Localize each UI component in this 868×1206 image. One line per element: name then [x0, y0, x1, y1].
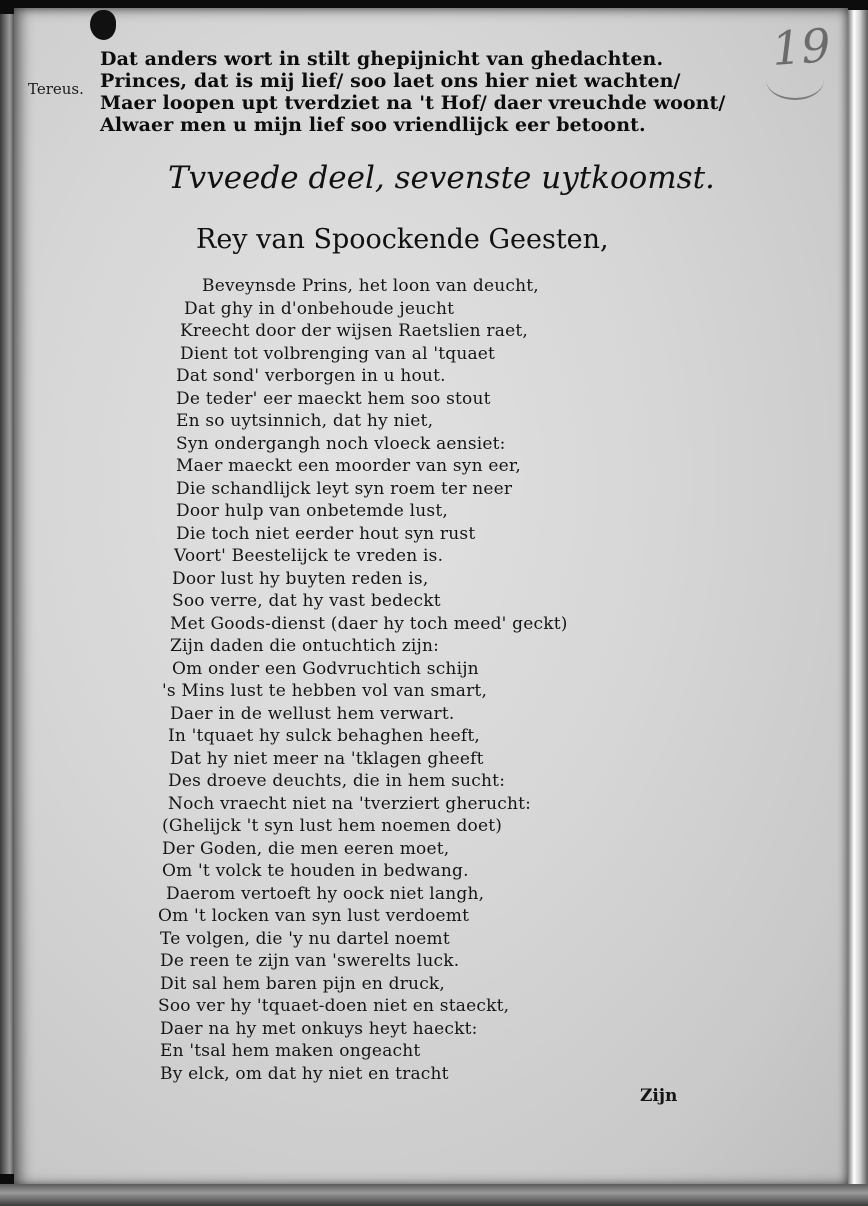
verse-line: By elck, om dat hy niet en tracht	[160, 1063, 449, 1084]
verse-line: Des droeve deuchts, die in hem sucht:	[168, 771, 506, 791]
verse-line: Met Goods-dienst (daer hy toch meed' geckt)	[170, 613, 568, 634]
verse-line: Om onder een Godvruchtich schijn	[172, 658, 479, 679]
verse-line: Zijn daden die ontuchtich zijn:	[170, 636, 440, 656]
verse-line: Dient tot volbrenging van al 'tquaet	[180, 343, 496, 364]
verse-line: Te volgen, die 'y nu dartel noemt	[160, 928, 450, 949]
speaker-name: Tereus.	[28, 80, 84, 98]
verse-line: Door lust hy buyten reden is,	[172, 568, 429, 589]
verse-line: Soo verre, dat hy vast bedeckt	[172, 591, 441, 611]
verse-line: De teder' eer maeckt hem soo stout	[176, 388, 491, 409]
verse-line: Daer in de wellust hem verwart.	[170, 703, 455, 724]
verse-line: Der Goden, die men eeren moet,	[162, 838, 450, 859]
verse-line: (Ghelijck 't syn lust hem noemen doet)	[162, 816, 503, 836]
verse-line: Die toch niet eerder hout syn rust	[176, 523, 476, 544]
verse-line: Dat ghy in d'onbehoude jeucht	[184, 298, 455, 319]
folio-underline	[766, 60, 824, 100]
verse-line: De reen te zijn van 'swerelts luck.	[160, 951, 460, 971]
verse-line: En so uytsinnich, dat hy niet,	[176, 411, 434, 431]
verse-line: Beveynsde Prins, het loon van deucht,	[202, 276, 539, 296]
blackletter-passage	[100, 48, 726, 136]
verse-line: Maer maeckt een moorder van syn eer,	[176, 456, 521, 476]
chorus-title: Rey van Spoockende Geesten,	[196, 224, 609, 255]
blackletter-line: Dat anders wort in stilt ghepijnicht van ghedachten.	[100, 48, 664, 70]
folio-number: 19	[770, 18, 833, 76]
section-title: Tvveede deel, sevenste uytkoomst.	[168, 160, 715, 196]
facing-page-edge	[0, 14, 14, 1174]
verse-line: Daer na hy met onkuys heyt haeckt:	[160, 1018, 478, 1039]
verse-line: En 'tsal hem maken ongeacht	[160, 1041, 421, 1061]
page-fore-edge	[848, 10, 868, 1190]
blackletter-line: Princes, dat is mij lief/ soo laet ons hier niet wachten/	[100, 70, 681, 92]
blackletter-line: Maer loopen upt tverdziet na 't Hof/ daer vreuchde woont/	[100, 92, 726, 114]
verse-line: Dit sal hem baren pijn en druck,	[160, 973, 446, 994]
ink-blot	[90, 10, 116, 40]
page-bottom-edge	[0, 1184, 868, 1206]
verse-line: Dat hy niet meer na 'tklagen gheeft	[170, 748, 484, 769]
catchword: Zijn	[640, 1086, 678, 1106]
verse-line: Kreecht door der wijsen Raetslien raet,	[180, 321, 528, 341]
verse-line: In 'tquaet hy sulck behaghen heeft,	[168, 726, 480, 746]
verse-line: Noch vraecht niet na 'tverziert gherucht:	[168, 793, 532, 814]
verse-line: Die schandlijck leyt syn roem ter neer	[176, 478, 513, 499]
verse-line: Dat sond' verborgen in u hout.	[176, 366, 446, 386]
verse-line: Daerom vertoeft hy oock niet langh,	[166, 883, 485, 904]
verse-line: Om 't locken van syn lust verdoemt	[158, 906, 470, 926]
verse-line: 's Mins lust te hebben vol van smart,	[162, 681, 488, 701]
verse-line: Om 't volck te houden in bedwang.	[162, 861, 469, 881]
blackletter-line: Alwaer men u mijn lief soo vriendlijck eer betoont.	[100, 114, 646, 136]
verse-line: Syn ondergangh noch vloeck aensiet:	[176, 433, 506, 454]
verse-block	[158, 275, 598, 1085]
verse-line: Door hulp van onbetemde lust,	[176, 501, 448, 521]
verse-line: Voort' Beestelijck te vreden is.	[174, 546, 444, 566]
verse-line: Soo ver hy 'tquaet-doen niet en staeckt,	[158, 996, 510, 1016]
